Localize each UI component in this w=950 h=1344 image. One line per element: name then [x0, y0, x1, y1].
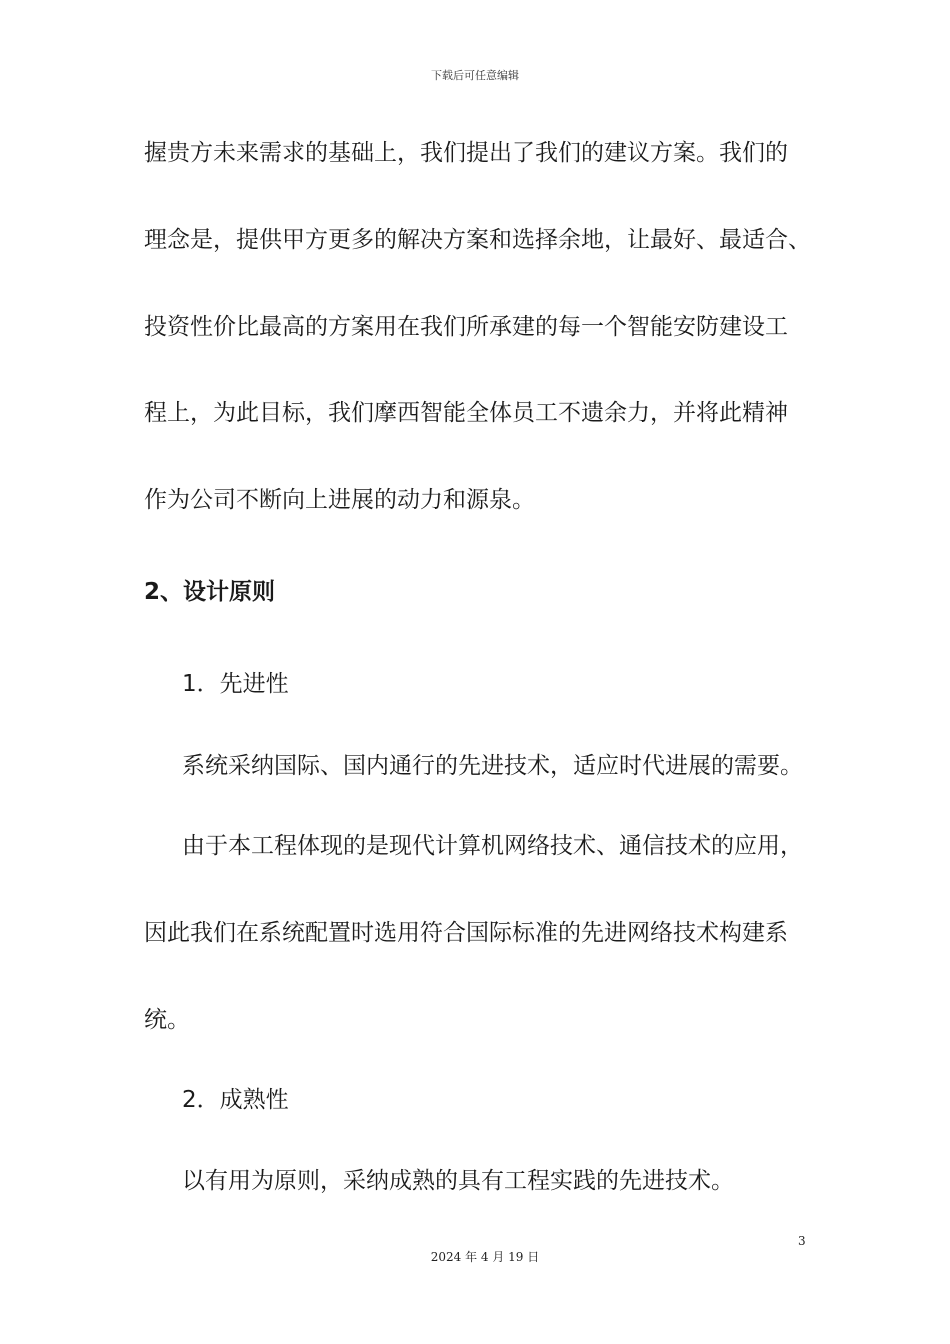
item-title-mature: 2．成熟性 — [182, 1087, 289, 1113]
paragraph-line: 程上，为此目标，我们摩西智能全体员工不遗余力，并将此精神 — [144, 400, 788, 426]
paragraph-line: 统。 — [144, 1007, 190, 1033]
page-number: 3 — [798, 1234, 806, 1248]
paragraph-line: 投资性价比最高的方案用在我们所承建的每一个智能安防建设工 — [144, 314, 788, 340]
section-heading: 2、设计原则 — [144, 579, 276, 605]
paragraph-line: 理念是，提供甲方更多的解决方案和选择余地，让最好、最适合、 — [144, 227, 811, 253]
paragraph-line: 由于本工程体现的是现代计算机网络技术、通信技术的应用， — [182, 833, 803, 859]
item-title-advanced: 1．先进性 — [182, 671, 289, 697]
footer-date: 2024 年 4 月 19 日 — [430, 1250, 540, 1264]
paragraph-line: 握贵方未来需求的基础上，我们提出了我们的建议方案。我们的 — [144, 140, 788, 166]
page-header-note: 下载后可任意编辑 — [431, 69, 519, 82]
paragraph-line: 因此我们在系统配置时选用符合国际标准的先进网络技术构建系 — [144, 920, 788, 946]
paragraph-line: 以有用为原则，采纳成熟的具有工程实践的先进技术。 — [182, 1168, 734, 1194]
paragraph-line: 作为公司不断向上进展的动力和源泉。 — [144, 487, 535, 513]
paragraph-line: 系统采纳国际、国内通行的先进技术，适应时代进展的需要。 — [182, 753, 803, 779]
